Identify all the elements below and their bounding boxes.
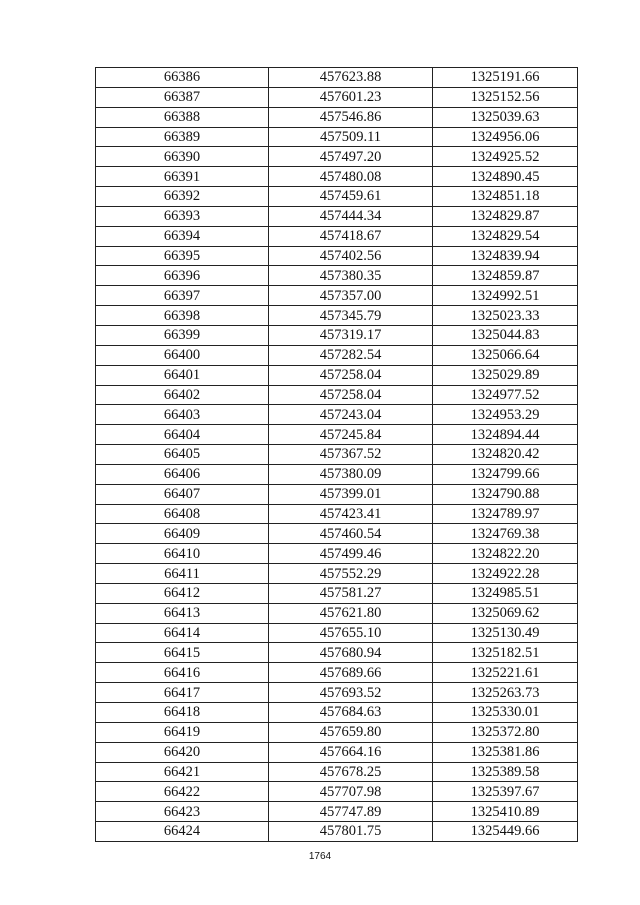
y-coordinate-cell: 1325449.66 [433,822,578,842]
point-number-cell: 66414 [96,623,269,643]
x-coordinate-cell: 457418.67 [269,226,433,246]
y-coordinate-cell: 1324822.20 [433,544,578,564]
x-coordinate-cell: 457444.34 [269,206,433,226]
table-row [96,445,578,465]
x-coordinate-cell: 457380.35 [269,266,433,286]
point-number-cell: 66424 [96,822,269,842]
coordinate-table [95,67,578,842]
point-number-cell: 66423 [96,802,269,822]
x-coordinate-cell: 457693.52 [269,683,433,703]
x-coordinate-cell: 457499.46 [269,544,433,564]
table-row [96,722,578,742]
table-row [96,564,578,584]
x-coordinate-cell: 457621.80 [269,603,433,623]
point-number-cell: 66398 [96,306,269,326]
y-coordinate-cell: 1324985.51 [433,583,578,603]
table-row [96,762,578,782]
x-coordinate-cell: 457623.88 [269,68,433,88]
x-coordinate-cell: 457480.08 [269,167,433,187]
x-coordinate-cell: 457459.61 [269,187,433,207]
point-number-cell: 66402 [96,385,269,405]
point-number-cell: 66408 [96,504,269,524]
x-coordinate-cell: 457258.04 [269,385,433,405]
point-number-cell: 66391 [96,167,269,187]
y-coordinate-cell: 1325372.80 [433,722,578,742]
table-row [96,425,578,445]
table-row [96,365,578,385]
y-coordinate-cell: 1324992.51 [433,286,578,306]
x-coordinate-cell: 457601.23 [269,87,433,107]
x-coordinate-cell: 457664.16 [269,742,433,762]
table-row [96,127,578,147]
coordinate-table-body [96,68,578,842]
table-row [96,405,578,425]
y-coordinate-cell: 1325023.33 [433,306,578,326]
table-row [96,663,578,683]
x-coordinate-cell: 457581.27 [269,583,433,603]
point-number-cell: 66395 [96,246,269,266]
y-coordinate-cell: 1325410.89 [433,802,578,822]
y-coordinate-cell: 1324820.42 [433,445,578,465]
point-number-cell: 66421 [96,762,269,782]
table-row [96,464,578,484]
x-coordinate-cell: 457282.54 [269,345,433,365]
table-row [96,246,578,266]
table-row [96,107,578,127]
x-coordinate-cell: 457689.66 [269,663,433,683]
table-row [96,147,578,167]
point-number-cell: 66419 [96,722,269,742]
point-number-cell: 66416 [96,663,269,683]
y-coordinate-cell: 1324925.52 [433,147,578,167]
y-coordinate-cell: 1324799.66 [433,464,578,484]
x-coordinate-cell: 457460.54 [269,524,433,544]
table-row [96,385,578,405]
point-number-cell: 66403 [96,405,269,425]
table-row [96,187,578,207]
y-coordinate-cell: 1325389.58 [433,762,578,782]
table-row [96,703,578,723]
y-coordinate-cell: 1324859.87 [433,266,578,286]
point-number-cell: 66411 [96,564,269,584]
table-row [96,782,578,802]
x-coordinate-cell: 457399.01 [269,484,433,504]
point-number-cell: 66420 [96,742,269,762]
y-coordinate-cell: 1324829.87 [433,206,578,226]
point-number-cell: 66392 [96,187,269,207]
table-row [96,544,578,564]
x-coordinate-cell: 457747.89 [269,802,433,822]
y-coordinate-cell: 1324922.28 [433,564,578,584]
point-number-cell: 66422 [96,782,269,802]
table-row [96,87,578,107]
point-number-cell: 66389 [96,127,269,147]
y-coordinate-cell: 1325130.49 [433,623,578,643]
point-number-cell: 66400 [96,345,269,365]
table-row [96,683,578,703]
table-row [96,623,578,643]
point-number-cell: 66407 [96,484,269,504]
x-coordinate-cell: 457552.29 [269,564,433,584]
table-row [96,643,578,663]
y-coordinate-cell: 1324956.06 [433,127,578,147]
x-coordinate-cell: 457345.79 [269,306,433,326]
x-coordinate-cell: 457655.10 [269,623,433,643]
point-number-cell: 66405 [96,445,269,465]
table-row [96,822,578,842]
y-coordinate-cell: 1324829.54 [433,226,578,246]
table-row [96,325,578,345]
y-coordinate-cell: 1325397.67 [433,782,578,802]
point-number-cell: 66417 [96,683,269,703]
point-number-cell: 66418 [96,703,269,723]
x-coordinate-cell: 457357.00 [269,286,433,306]
y-coordinate-cell: 1325330.01 [433,703,578,723]
y-coordinate-cell: 1325191.66 [433,68,578,88]
table-row [96,742,578,762]
y-coordinate-cell: 1324769.38 [433,524,578,544]
x-coordinate-cell: 457319.17 [269,325,433,345]
table-row [96,524,578,544]
x-coordinate-cell: 457258.04 [269,365,433,385]
point-number-cell: 66387 [96,87,269,107]
table-row [96,603,578,623]
point-number-cell: 66396 [96,266,269,286]
table-row [96,286,578,306]
y-coordinate-cell: 1325182.51 [433,643,578,663]
point-number-cell: 66409 [96,524,269,544]
point-number-cell: 66415 [96,643,269,663]
point-number-cell: 66397 [96,286,269,306]
x-coordinate-cell: 457678.25 [269,762,433,782]
point-number-cell: 66386 [96,68,269,88]
point-number-cell: 66404 [96,425,269,445]
y-coordinate-cell: 1324890.45 [433,167,578,187]
table-row [96,226,578,246]
y-coordinate-cell: 1325029.89 [433,365,578,385]
point-number-cell: 66412 [96,583,269,603]
x-coordinate-cell: 457497.20 [269,147,433,167]
x-coordinate-cell: 457367.52 [269,445,433,465]
y-coordinate-cell: 1325044.83 [433,325,578,345]
x-coordinate-cell: 457243.04 [269,405,433,425]
y-coordinate-cell: 1324977.52 [433,385,578,405]
page-number: 1764 [308,851,332,862]
point-number-cell: 66393 [96,206,269,226]
point-number-cell: 66410 [96,544,269,564]
x-coordinate-cell: 457801.75 [269,822,433,842]
y-coordinate-cell: 1324894.44 [433,425,578,445]
y-coordinate-cell: 1325069.62 [433,603,578,623]
point-number-cell: 66394 [96,226,269,246]
table-row [96,167,578,187]
x-coordinate-cell: 457659.80 [269,722,433,742]
x-coordinate-cell: 457680.94 [269,643,433,663]
y-coordinate-cell: 1325221.61 [433,663,578,683]
x-coordinate-cell: 457402.56 [269,246,433,266]
x-coordinate-cell: 457509.11 [269,127,433,147]
x-coordinate-cell: 457245.84 [269,425,433,445]
table-row [96,504,578,524]
x-coordinate-cell: 457707.98 [269,782,433,802]
table-row [96,802,578,822]
point-number-cell: 66413 [96,603,269,623]
y-coordinate-cell: 1324789.97 [433,504,578,524]
y-coordinate-cell: 1325066.64 [433,345,578,365]
y-coordinate-cell: 1325263.73 [433,683,578,703]
y-coordinate-cell: 1324790.88 [433,484,578,504]
table-row [96,68,578,88]
table-row [96,583,578,603]
table-row [96,266,578,286]
table-row [96,306,578,326]
point-number-cell: 66388 [96,107,269,127]
point-number-cell: 66390 [96,147,269,167]
y-coordinate-cell: 1325381.86 [433,742,578,762]
point-number-cell: 66399 [96,325,269,345]
y-coordinate-cell: 1324839.94 [433,246,578,266]
table-row [96,206,578,226]
y-coordinate-cell: 1325152.56 [433,87,578,107]
x-coordinate-cell: 457380.09 [269,464,433,484]
y-coordinate-cell: 1324953.29 [433,405,578,425]
x-coordinate-cell: 457546.86 [269,107,433,127]
point-number-cell: 66401 [96,365,269,385]
x-coordinate-cell: 457684.63 [269,703,433,723]
y-coordinate-cell: 1324851.18 [433,187,578,207]
table-row [96,484,578,504]
point-number-cell: 66406 [96,464,269,484]
table-row [96,345,578,365]
x-coordinate-cell: 457423.41 [269,504,433,524]
y-coordinate-cell: 1325039.63 [433,107,578,127]
